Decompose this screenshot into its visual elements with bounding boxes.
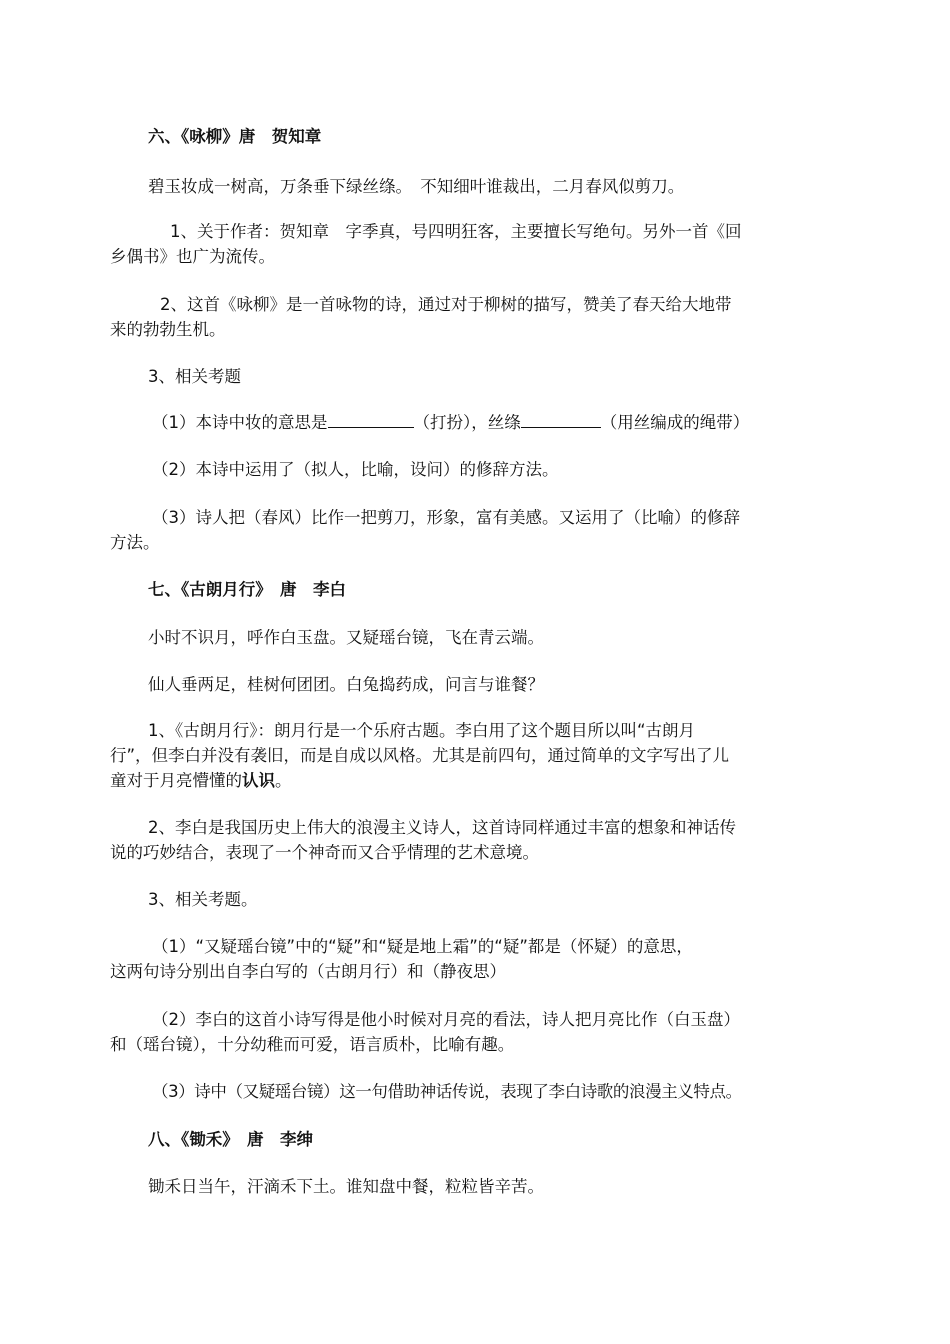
- section-6-question-1: [152, 410, 749, 436]
- note-text: 童对于月亮懵懂的: [110, 771, 242, 790]
- section-8-title: 八、《锄禾》 唐 李绅: [148, 1130, 313, 1149]
- question-1-part-b: （打扮），丝绦: [413, 413, 521, 432]
- section-6-question-2: （2）本诗中运用了（拟人，比喻，设问）的修辞方法。: [152, 460, 559, 479]
- section-6-note-2-line-2: 来的勃勃生机。: [110, 320, 226, 339]
- section-6-note-1-line-2: 乡偶书》也广为流传。: [110, 247, 275, 266]
- section-7-question-2-line-1: （2）李白的这首小诗写得是他小时候对月亮的看法，诗人把月亮比作（白玉盘）: [152, 1010, 740, 1029]
- section-7-poem-line-1: 小时不识月，呼作白玉盘。又疑瑶台镜，飞在青云端。: [148, 628, 544, 647]
- section-6-poem: 碧玉妆成一树高，万条垂下绿丝绦。 不知细叶谁裁出，二月春风似剪刀。: [148, 177, 685, 196]
- note-punctuation: 。: [275, 771, 292, 790]
- bold-term: 认识: [242, 771, 275, 790]
- section-6-related-questions: 3、相关考题: [148, 367, 241, 386]
- section-7-note-1-line-3: [110, 768, 292, 794]
- answer-blank-1: [328, 410, 414, 428]
- section-7-question-1-line-1: （1）“又疑瑶台镜”中的“疑”和“疑是地上霜”的“疑”都是（怀疑）的意思，: [152, 937, 693, 956]
- section-7-question-1-line-2: 这两句诗分别出自李白写的（古朗月行）和（静夜思）: [110, 962, 506, 981]
- section-7-note-2-line-2: 说的巧妙结合，表现了一个神奇而又合乎情理的艺术意境。: [110, 843, 539, 862]
- section-7-question-2-line-2: 和（瑶台镜），十分幼稚而可爱，语言质朴，比喻有趣。: [110, 1035, 515, 1054]
- question-1-part-a: （1）本诗中妆的意思是: [152, 413, 328, 432]
- section-7-related-questions: 3、相关考题。: [148, 890, 258, 909]
- section-6-note-2-line-1: 2、这首《咏柳》是一首咏物的诗，通过对于柳树的描写，赞美了春天给大地带: [160, 295, 732, 314]
- section-6-question-3-line-1: （3）诗人把（春风）比作一把剪刀，形象，富有美感。又运用了（比喻）的修辞: [152, 508, 740, 527]
- section-8-poem: 锄禾日当午，汗滴禾下土。谁知盘中餐，粒粒皆辛苦。: [148, 1177, 544, 1196]
- answer-blank-2: [521, 410, 601, 428]
- section-6-title: 六、《咏柳》唐 贺知章: [148, 127, 322, 146]
- section-6-question-3-line-2: 方法。: [110, 533, 160, 552]
- question-1-part-c: （用丝编成的绳带）: [600, 413, 750, 432]
- section-7-question-3: （3）诗中（又疑瑶台镜）这一句借助神话传说，表现了李白诗歌的浪漫主义特点。: [152, 1082, 742, 1101]
- section-7-note-1-line-1: 1、《古朗月行》：朗月行是一个乐府古题。李白用了这个题目所以叫“古朗月: [148, 721, 696, 740]
- section-6-note-1-line-1: 1、关于作者：贺知章 字季真，号四明狂客，主要擅长写绝句。另外一首《回: [170, 222, 742, 241]
- section-7-note-1-line-2: 行”，但李白并没有袭旧，而是自成以风格。尤其是前四句，通过简单的文字写出了儿: [110, 746, 730, 765]
- section-7-poem-line-2: 仙人垂两足，桂树何团团。白兔捣药成，问言与谁餐？: [148, 675, 544, 694]
- section-7-note-2-line-1: 2、李白是我国历史上伟大的浪漫主义诗人，这首诗同样通过丰富的想象和神话传: [148, 818, 736, 837]
- section-7-title: 七、《古朗月行》 唐 李白: [148, 580, 346, 599]
